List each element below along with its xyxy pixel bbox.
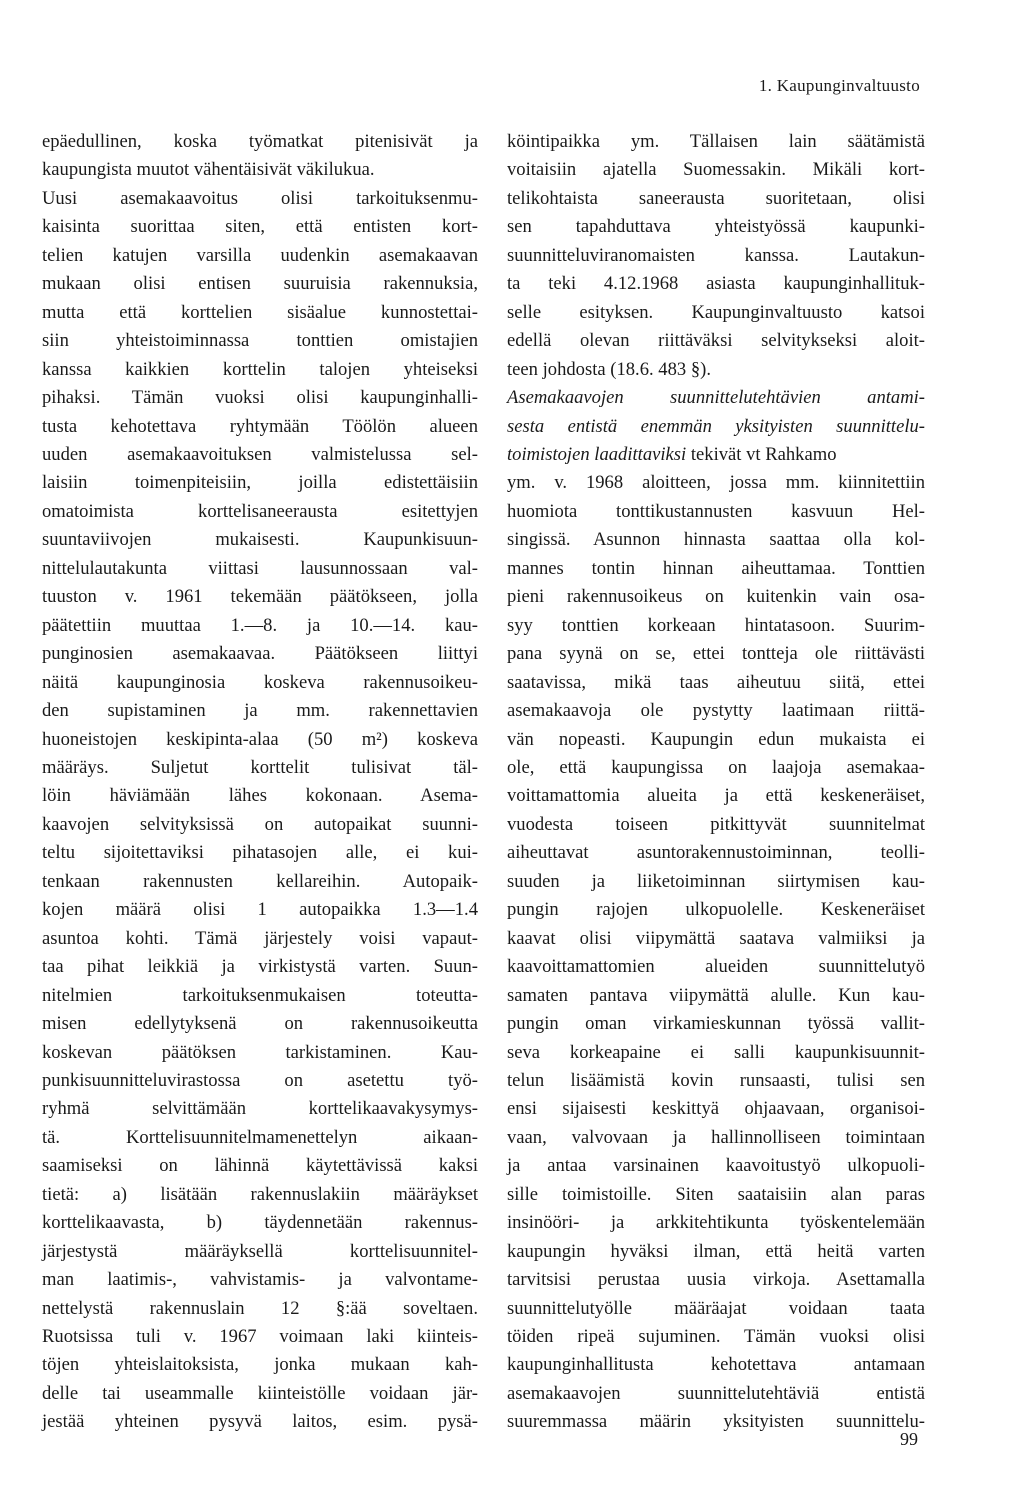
text-line: pungin rajojen ulkopuolelle. Keskeneräiset xyxy=(507,899,925,921)
text-line: den supistaminen ja mm. rakennettavien xyxy=(42,700,478,722)
text-line: telien katujen varsilla uudenkin asemakaavan xyxy=(42,244,478,266)
text-line: nitelmien tarkoituksenmukaisen toteutta- xyxy=(42,984,478,1006)
text-line: punkisuunnitteluvirastossa on asetettu työ- xyxy=(42,1069,478,1091)
text-line: Uusi asemakaavoitus olisi tarkoituksenmu- xyxy=(42,187,478,209)
text-line: samaten pantava viipymättä alulle. Kun kau- xyxy=(507,984,925,1006)
text-line: ja antaa varsinainen kaavoitustyö ulkopuoli- xyxy=(507,1155,925,1177)
text-line: korttelikaavasta, b) täydennetään rakennus- xyxy=(42,1212,478,1234)
text-line: voittamattomia alueita ja että keskeneräiset, xyxy=(507,785,925,807)
text-line: suunnitteluviranomaisten kanssa. Lautakun- xyxy=(507,244,925,266)
text-line: teltu sijoitettaviksi pihatasojen alle, ei kui- xyxy=(42,842,478,864)
text-line: edellä olevan riittäväksi selvitykseksi aloit- xyxy=(507,330,925,352)
text-line: nittelulautakunta viittasi lausunnossaan val- xyxy=(42,557,478,579)
text-line: määräys. Suljetut korttelit tulisivat täl- xyxy=(42,756,478,778)
text-line: epäedullinen, koska työmatkat pitenisivät ja xyxy=(42,131,478,152)
text-line: asuntoa kohti. Tämä järjestely voisi vapaut- xyxy=(42,927,478,949)
text-line: saamiseksi on lähinnä käytettävissä kaksi xyxy=(42,1155,478,1177)
text-line: asemakaavojen suunnittelutehtäviä entistä xyxy=(507,1382,925,1404)
text-line: uuden asemakaavoituksen valmistelussa sel- xyxy=(42,443,478,465)
text-line: siin yhteistoiminnassa tonttien omistajien xyxy=(42,330,478,352)
text-line xyxy=(507,441,925,469)
running-head: 1. Kaupunginvaltuusto xyxy=(758,76,920,95)
text-line: ym. v. 1968 aloitteen, jossa mm. kiinnitettiin xyxy=(507,472,925,494)
text-line: misen edellytyksenä on rakennusoikeutta xyxy=(42,1013,478,1035)
text-line: insinööri- ja arkkitehtikunta työskentelemään xyxy=(507,1212,925,1234)
text-line: kaisinta suorittaa siten, että entisten kort- xyxy=(42,216,478,238)
text-line: tarvitsisi perustaa uusia virkoja. Asettamalla xyxy=(507,1269,925,1291)
italic-phrase: toimistojen laadittaviksi xyxy=(507,443,687,465)
text-line: huoneistojen keskipinta-alaa (50 m²) koskeva xyxy=(42,728,478,750)
text-line: töiden ripeä sujuminen. Tämän vuoksi olisi xyxy=(507,1326,925,1348)
text-line: suunnittelutyölle määräajat voidaan taata xyxy=(507,1297,925,1319)
text-line: kaupunginhallitusta kehotettava antamaan xyxy=(507,1354,925,1376)
text-line: sille toimistoille. Siten saataisiin alan paras xyxy=(507,1183,925,1205)
text-line: seva korkeapaine ei salli kaupunkisuunnit- xyxy=(507,1041,925,1063)
text-line: päätettiin muuttaa 1.—8. ja 10.—14. kau- xyxy=(42,614,478,636)
text-line: löin häviämään lähes kokonaan. Asema- xyxy=(42,785,478,807)
text-line: vaan, valvovaan ja hallinnolliseen toimintaan xyxy=(507,1126,925,1148)
text-line: mukaan olisi entisen suuruisia rakennuksia, xyxy=(42,273,478,295)
left-column xyxy=(42,128,478,1437)
text-line: singissä. Asunnon hinnasta saattaa olla kol- xyxy=(507,529,925,551)
text-line: vän nopeasti. Kaupungin edun mukaista ei xyxy=(507,728,925,750)
text-line: jestää yhteinen pysyvä laitos, esim. pysä- xyxy=(42,1411,478,1433)
text-line: aiheuttavat asuntorakennustoiminnan, teolli- xyxy=(507,842,925,864)
text-line: man laatimis-, vahvistamis- ja valvontame- xyxy=(42,1269,478,1291)
text-line: teen johdosta (18.6. 483 §). xyxy=(507,358,711,380)
text-line: tenkaan rakennusten kellareihin. Autopaik- xyxy=(42,870,478,892)
text-line: suuden ja liiketoiminnan siirtymisen kau- xyxy=(507,870,925,892)
right-column xyxy=(507,128,925,1437)
text-line: ensi sijaisesti keskittyä ohjaavaan, organisoi- xyxy=(507,1098,925,1120)
text-line: ryhmä selvittämään korttelikaavakysymys- xyxy=(42,1098,478,1120)
text-line: Ruotsissa tuli v. 1967 voimaan laki kiinteis- xyxy=(42,1326,478,1348)
text-line: köintipaikka ym. Tällaisen lain säätämistä xyxy=(507,131,925,152)
text-line: pana syynä on se, ettei tontteja ole riittävästi xyxy=(507,643,925,665)
text-line: taa pihat leikkiä ja virkistystä varten. Suun- xyxy=(42,956,478,978)
text-line: tä. Korttelisuunnitelmamenettelyn aikaan- xyxy=(42,1126,478,1148)
text-line: pihaksi. Tämän vuoksi olisi kaupunginhalli- xyxy=(42,387,478,409)
text-line: nettelystä rakennuslain 12 §:ää soveltaen. xyxy=(42,1297,478,1319)
text-line: sen tapahduttava yhteistyössä kaupunki- xyxy=(507,216,925,238)
text-line: tusta kehotettava ryhtymään Töölön alueen xyxy=(42,415,478,437)
text-line: pungin oman virkamieskunnan työssä vallit- xyxy=(507,1013,925,1035)
text-line: kojen määrä olisi 1 autopaikka 1.3—1.4 xyxy=(42,899,478,921)
text-line: saatavissa, mikä taas aiheutuu siitä, ettei xyxy=(507,671,925,693)
text-line: töjen yhteislaitoksista, jonka mukaan kah- xyxy=(42,1354,478,1376)
text-line: ta teki 4.12.1968 asiasta kaupunginhallituk- xyxy=(507,273,925,295)
text-line: delle tai useammalle kiinteistölle voidaan jär- xyxy=(42,1382,478,1404)
text-line: kaupungin hyväksi ilman, että heitä varten xyxy=(507,1240,925,1262)
text-line: tuuston v. 1961 tekemään päätökseen, jolla xyxy=(42,586,478,608)
text-line: suuremmassa määrin yksityisten suunnittelu- xyxy=(507,1411,925,1433)
text-line: selle esityksen. Kaupunginvaltuusto katsoi xyxy=(507,301,925,323)
text-line: koskevan päätöksen tarkistaminen. Kau- xyxy=(42,1041,478,1063)
text-line: huomiota tonttikustannusten kasvuun Hel- xyxy=(507,500,925,522)
text-line: pieni rakennusoikeus on kuitenkin vain osa- xyxy=(507,586,925,608)
text-line: telikohtaista saneerausta suoritetaan, olisi xyxy=(507,187,925,209)
text-line: kaupungista muutot vähentäisivät väkilukua. xyxy=(42,159,375,181)
text-line: kaavojen selvityksissä on autopaikat suunni- xyxy=(42,813,478,835)
text-line: ole, että kaupungissa on laajoja asemakaa- xyxy=(507,756,925,778)
text-line: järjestystä määräyksellä korttelisuunnitel- xyxy=(42,1240,478,1262)
text-line: laisiin toimenpiteisiin, joilla edistettäisiin xyxy=(42,472,478,494)
text-line: voitaisiin ajatella Suomessakin. Mikäli kort- xyxy=(507,159,925,181)
text-line: Asemakaavojen suunnittelutehtävien antami- xyxy=(507,387,925,409)
text-line: mutta että korttelien sisäalue kunnostettai- xyxy=(42,301,478,323)
text-line: sesta entistä enemmän yksityisten suunnittelu- xyxy=(507,415,925,437)
text-fragment: tekivät vt Rahkamo xyxy=(686,443,837,465)
text-line: näitä kaupunginosia koskeva rakennusoikeu- xyxy=(42,671,478,693)
page-number: 99 xyxy=(900,1429,918,1449)
text-line: kanssa kaikkien korttelin talojen yhteiseksi xyxy=(42,358,478,380)
text-line: punginosien asemakaavaa. Päätökseen liittyi xyxy=(42,643,478,665)
text-line: mannes tontin hinnan aiheuttamaa. Tonttien xyxy=(507,557,925,579)
text-line: vuodesta toiseen pitkittyvät suunnitelmat xyxy=(507,813,925,835)
text-line: omatoimista korttelisaneerausta esitettyjen xyxy=(42,500,478,522)
text-line: asemakaavoja ole pystytty laatimaan riittä- xyxy=(507,700,925,722)
text-line: syy tonttien korkeaan hintatasoon. Suurim- xyxy=(507,614,925,636)
text-line: kaavat olisi viipymättä saatava valmiiksi ja xyxy=(507,927,925,949)
text-line: telun lisäämistä kovin runsaasti, tulisi sen xyxy=(507,1069,925,1091)
text-line: suuntaviivojen mukaisesti. Kaupunkisuun- xyxy=(42,529,478,551)
text-line: kaavoittamattomien alueiden suunnittelutyö xyxy=(507,956,925,978)
text-line: tietä: a) lisätään rakennuslakiin määräykset xyxy=(42,1183,478,1205)
